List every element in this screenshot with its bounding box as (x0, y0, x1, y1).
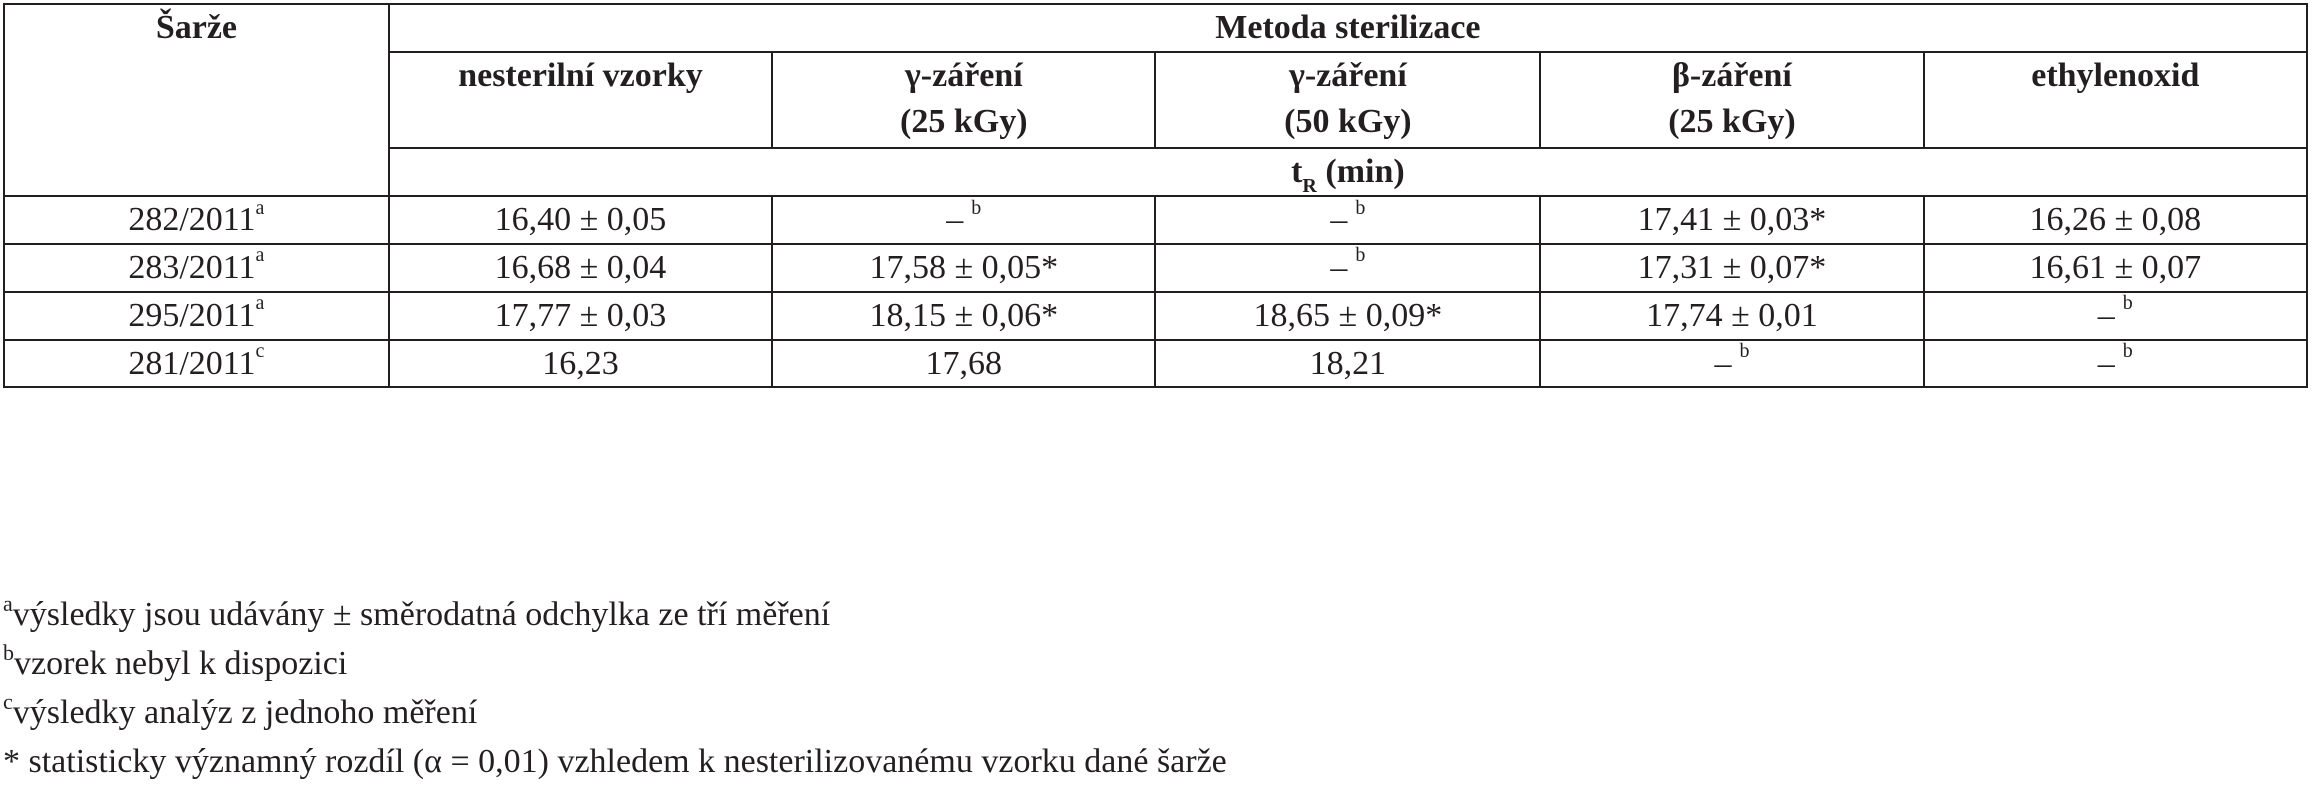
value-cell: 18,15 ± 0,06* (772, 292, 1155, 340)
value-cell: 17,58 ± 0,05* (772, 244, 1155, 292)
footnote-mark: a (255, 196, 265, 219)
footnote (3, 688, 2303, 737)
value-cell: – $^b$ (772, 196, 1155, 244)
footnote-mark: b (3, 639, 14, 665)
footnote-mark: b (1355, 196, 1366, 219)
value-cell: – $^b$ (1924, 292, 2307, 340)
batch-cell: 283/2011$^a$ (4, 244, 389, 292)
footnote-mark: b (971, 196, 982, 219)
column-header: γ-záření (50 kGy) (1155, 52, 1540, 148)
value-cell: 17,74 ± 0,01 (1540, 292, 1923, 340)
footnote-mark: * (3, 743, 20, 780)
footnote-mark: b (1355, 244, 1366, 267)
value-cell: 17,77 ± 0,03 (389, 292, 772, 340)
table-row (4, 292, 2307, 340)
retention-time-header: $t_R$ (min) (389, 148, 2307, 196)
footnote-mark: b (2122, 292, 2133, 315)
column-header: ethylenoxid (1924, 52, 2307, 148)
batch-cell: 295/2011$^a$ (4, 292, 389, 340)
footnote-mark: b (2122, 340, 2133, 363)
footnote (3, 737, 2303, 786)
value-cell: 18,21 (1155, 340, 1540, 388)
value-cell: 17,31 ± 0,07* (1540, 244, 1923, 292)
value-cell: – $^b$ (1540, 340, 1923, 388)
value-cell: 16,68 ± 0,04 (389, 244, 772, 292)
value-cell: 16,40 ± 0,05 (389, 196, 772, 244)
column-header: β-záření (25 kGy) (1540, 52, 1923, 148)
batch-header: Šarže (4, 4, 389, 196)
value-cell: – $^b$ (1155, 196, 1540, 244)
table-row (4, 196, 2307, 244)
footnote-mark: b (1739, 340, 1750, 363)
column-header: γ-záření (25 kGy) (772, 52, 1155, 148)
results-table (3, 3, 2308, 388)
footnote-mark: a (255, 292, 265, 315)
batch-cell: 282/2011$^a$ (4, 196, 389, 244)
footnote-text: statisticky významný rozdíl (α = 0,01) vzhledem k nesterilizovanému vzorku dané šarže (20, 743, 1227, 780)
value-cell: – $^b$ (1924, 340, 2307, 388)
value-cell: 16,61 ± 0,07 (1924, 244, 2307, 292)
value-cell: 16,26 ± 0,08 (1924, 196, 2307, 244)
value-cell: 17,41 ± 0,03* (1540, 196, 1923, 244)
value-cell: 17,68 (772, 340, 1155, 388)
footnote (3, 590, 2303, 639)
batch-cell: 281/2011$^c$ (4, 340, 389, 388)
value-cell: 16,23 (389, 340, 772, 388)
footnote-text: vzorek nebyl k dispozici (14, 645, 348, 682)
value-cell: 18,65 ± 0,09* (1155, 292, 1540, 340)
footnote-text: výsledky analýz z jednoho měření (12, 694, 478, 731)
footnotes (3, 590, 2303, 786)
value-cell: – $^b$ (1155, 244, 1540, 292)
table-row (4, 244, 2307, 292)
footnote-mark: a (3, 590, 13, 616)
table-row (4, 340, 2307, 388)
footnote-text: výsledky jsou udávány ± směrodatná odchylka ze tří měření (12, 596, 831, 633)
column-header: nesterilní vzorky (389, 52, 772, 148)
footnote-mark: c (3, 688, 13, 714)
footnote (3, 639, 2303, 688)
footnote-mark: c (255, 340, 265, 363)
footnote-mark: a (255, 244, 265, 267)
method-header: Metoda sterilizace (389, 4, 2307, 52)
